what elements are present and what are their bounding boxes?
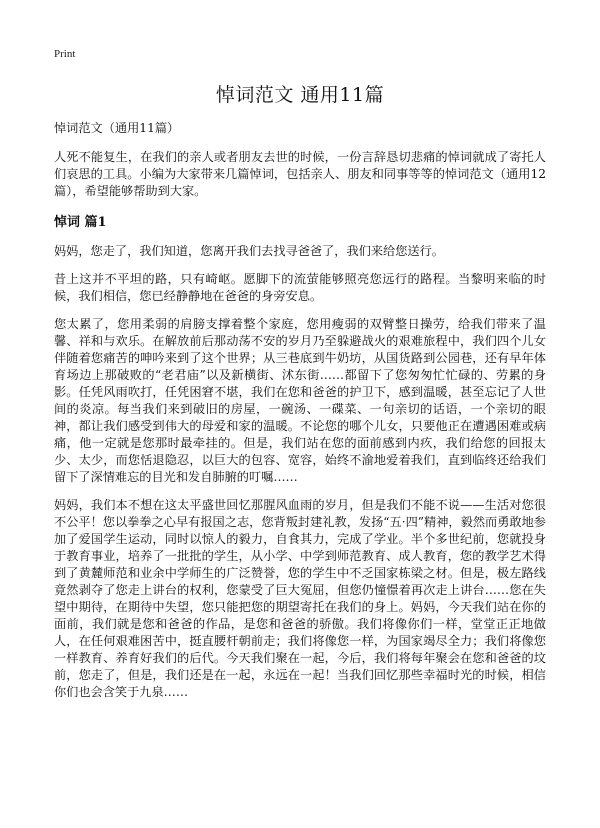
print-label: Print: [54, 48, 76, 60]
document-title: 悼词范文 通用11篇: [215, 84, 385, 106]
section-heading: 悼词 篇1: [54, 215, 107, 230]
body-paragraph-4: 妈妈，我们本不想在这太平盛世回忆那腥风血雨的岁月，但是我们不能不说——生活对您很不公平！您以拳拳之心早有报国之志，您背叛封建礼教，发扬“五·四”精神，毅然而勇敢地参加了爱国学生运动，同时以惊人的毅力，自食其力，完成了学业。半个多世纪前，您就投身于教育事业，培养了一批批的学生，从小学、中学到师范教育、成人教育，您的教学艺术得到了黄麓师范和业余中学师生的广泛赞誉，您的学生中不乏国家栋梁之材。但是，极左路线竟然剥夺了您走上讲台的权利，您蒙受了巨大冤屈，但您仍憧憬着再次走上讲台……您在失望中期待，在期待中失望，您只能把您的期望寄托在我们的身上。妈妈，今天我们站在你的面前，我们就是您和爸爸的作品，是您和爸爸的骄傲。我们将像你们一样，堂堂正正地做人，在任何艰难困苦中，挺直腰杆朝前走；我们将像您一样，为国家竭尽全力；我们将像您一样教育、养育好我们的后代。今天我们聚在一起，今后，我们将每年聚会在您和爸爸的坟前，您走了，但是，我们还是在一起，永远在一起！当我们回忆那些幸福时光的时候，相信你们也会含笑于九泉……: [54, 498, 546, 699]
document-body: [54, 120, 546, 712]
intro-paragraph: 人死不能复生，在我们的亲人或者朋友去世的时候，一份言辞恳切悲痛的悼词就成了寄托人们哀思的工具。小编为大家带来几篇悼词，包括亲人、朋友和同事等等的悼词范文（通用12篇），希望能够帮助到大家。: [54, 150, 546, 198]
body-paragraph-3: 您太累了，您用柔弱的肩膀支撑着整个家庭，您用瘦弱的双臂整日操劳，给我们带来了温馨、祥和与欢乐。在解放前后那动荡不安的岁月乃至躲避战火的艰难旅程中，我们四个儿女伴随着您痛苦的呻吟来到了这个世界；从三巷底到牛奶坊，从国货路到公园巷，还有早年体育场边上那破败的“老君庙”以及新横街、沭东街……都留下了您匆匆忙忙碌的、劳累的身影。任凭风雨吹打，任凭困窘不堪，我们在您和爸爸的护卫下，感到温暖，甚至忘记了人世间的炎凉。每当我们来到破旧的房屋，一碗汤、一碟菜、一句亲切的话语，一个亲切的眼神，都让我们感受到伟大的母爱和家的温暖。不论您的哪个儿女，只要他正在遭遇困难或病痛，他一定就是您那时最牵挂的。但是，我们站在您的面前感到内疚，我们给您的回报太少、太少，而您恬退隐忍，以巨大的包容、宽容，始终不渝地爱着我们，直到临终还给我们留下了深情难忘的目光和发自肺腑的叮嘱……: [54, 317, 546, 484]
body-paragraph-1: 妈妈，您走了，我们知道，您离开我们去找寻爸爸了，我们来给您送行。: [54, 244, 444, 258]
document-subtitle: 悼词范文（通用11篇）: [54, 121, 180, 135]
body-paragraph-2: 昔上这并不平坦的路，只有崎岖。愿脚下的流萤能够照亮您远行的路程。当黎明来临的时候，我们相信，您已经静静地在爸爸的身旁安息。: [54, 272, 546, 303]
